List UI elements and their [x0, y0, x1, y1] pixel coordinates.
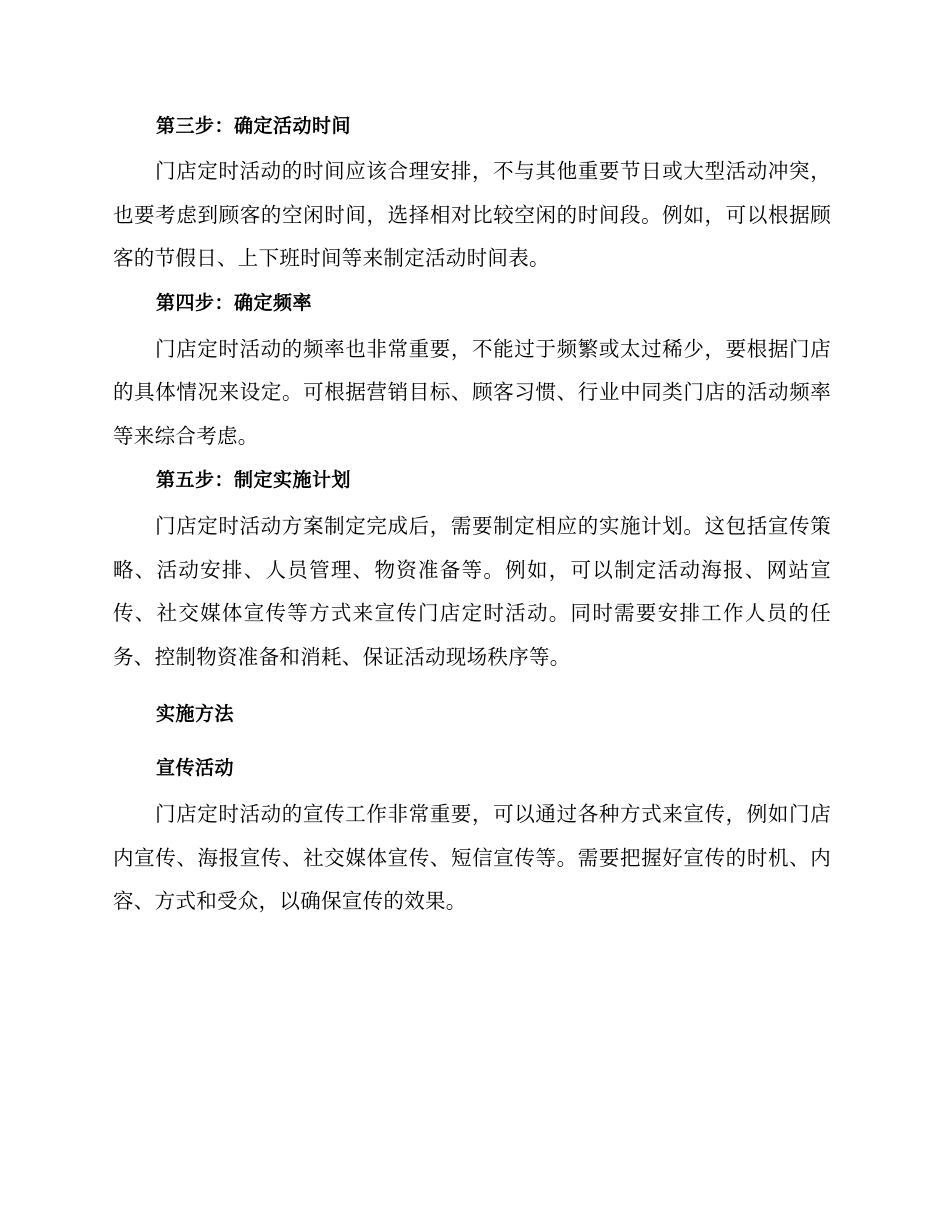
section-heading-step4: 第四步：确定频率 — [156, 291, 313, 314]
document-body — [113, 110, 831, 924]
section-paragraph-step3: 门店定时活动的时间应该合理安排，不与其他重要节日或大型活动冲突，也要考虑到顾客的空闲时间，选择相对比较空闲的时间段。例如，可以根据顾客的节假日、上下班时间等来制定活动时间表。 — [113, 159, 831, 270]
section-heading-step5: 第五步：制定实施计划 — [156, 469, 352, 491]
method-heading: 实施方法 — [156, 703, 235, 725]
section-paragraph-step4: 门店定时活动的频率也非常重要，不能过于频繁或太过稀少，要根据门店的具体情况来设定。可根据营销目标、顾客习惯、行业中同类门店的活动频率等来综合考虑。 — [113, 336, 831, 448]
promo-paragraph: 门店定时活动的宣传工作非常重要，可以通过各种方式来宣传，例如门店内宣传、海报宣传、社交媒体宣传、短信宣传等。需要把握好宣传的时机、内容、方式和受众，以确保宣传的效果。 — [113, 802, 831, 913]
section-heading-step3: 第三步：确定活动时间 — [156, 115, 352, 137]
promo-heading: 宣传活动 — [156, 757, 235, 779]
section-paragraph-step5: 门店定时活动方案制定完成后，需要制定相应的实施计划。这包括宣传策略、活动安排、人员管理、物资准备等。例如，可以制定活动海报、网站宣传、社交媒体宣传等方式来宣传门店定时活动。同时需要安排工作人员的任务、控制物资准备和消耗、保证活动现场秩序等。 — [113, 514, 831, 669]
